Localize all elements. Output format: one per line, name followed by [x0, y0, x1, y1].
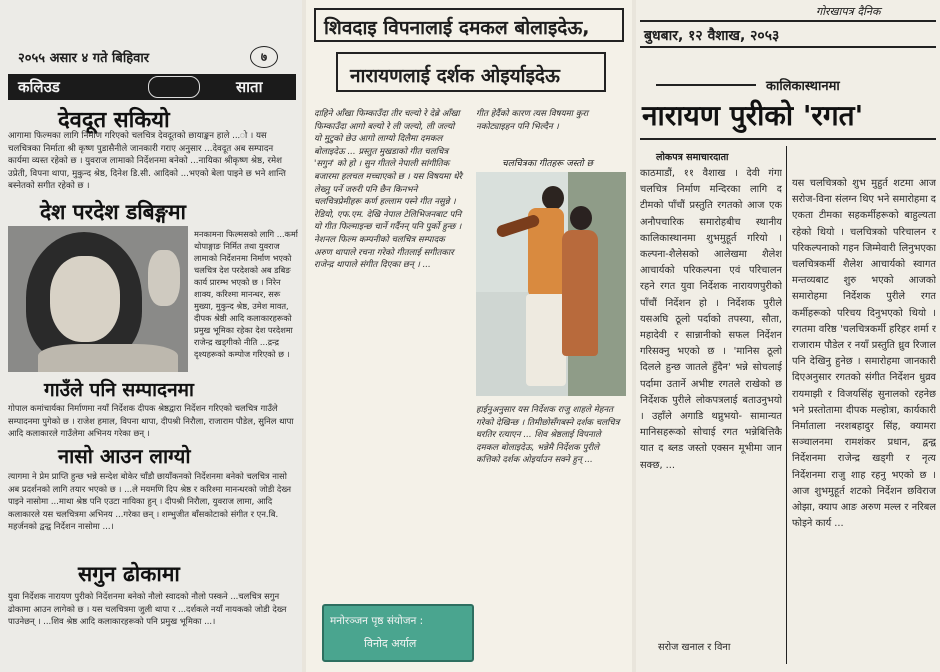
photo-hand: [148, 250, 180, 306]
photo-shoulder: [38, 344, 178, 372]
right-date: बुधबार, १२ वैशाख, २०५३: [644, 28, 780, 44]
middle-headline-2-box: [336, 52, 606, 92]
right-headline: नारायण पुरीको 'रगत': [642, 99, 864, 132]
article-naso: त्यागमा ने प्रेम प्राप्ति हुन्छ भन्ने सन्देश बोकेर चाँडौ छायाँकनको निर्देशनमा बनेको चलचित्र नासो अब प्रदर्शनको लागि तयार भएको छ । ...ले मयमणि दिप श्रेष्ठ र करिश्मा मानन्धरको जोडी देख्न पाइने नासोमा ...माथा श्रेष्ठ पनि एउटा नायिका हुन् । दीपश्री निरौला, युवराज लामा, आदि कलाकारले यस चलचित्रमा अभिनय ...गरेका छन् । शम्भुजीत बाँसकोटाको संगीत र एन.बि. महर्जनको द्वन्द्व निर्देशन नासोमा ...।: [8, 471, 291, 531]
kicker-rule: [656, 84, 756, 86]
photo-caption: चलचित्रका गीतहरू जस्तो छ: [502, 159, 593, 169]
credit-label: मनोरञ्जन पृष्ठ संयोजन :: [330, 615, 424, 627]
article-devdoot: आगामा फिल्मका लागि निर्माण गरिएको चलचित्र देवदूतको छायाङ्कन हाले ...ो । यस चलचित्रका निर्माता श्री कृष्ण पुडासैनीले जानकारी गराए अनुसार ...देवदूत अब सम्पादन कार्यमा व्यस्त रहेको छ । युवराज लामाको निर्देशनमा बनेको ...नायिका श्रीकृष्ण श्रेष्ठ, रमेश उप्रेती, विपना थापा, मुकुन्द श्रेष्ठ, दिनेश डि.सी. आदिको ...भएको बेला पाइने छ भने शान्ति बस्नेतको सगीत रहेको छ ।: [8, 131, 286, 191]
kicker: कालिकास्थानमा: [766, 79, 840, 94]
actress-photo: [8, 226, 188, 372]
headline-rule: [640, 138, 936, 140]
middle-column-2-bottom: हाईनुअनुसार यस निर्देशक राजु शाहले मेहनत गरेको देखिन्छ । तिमीछोसँगबस्ने दर्शक चलचित्र घरतिर रत्याएन ... शिव श्रेष्ठलाई विपनाले दमकल बोलाइदेऊ, भन्नेमै निर्देशक पुरीले कत्तिको दर्शक ओइर्याउन सक्ने हुन् ...: [476, 405, 620, 466]
headline-devdoot: देवदूत सकियो: [58, 108, 170, 133]
left-date-line: २०५५ असार ४ गते बिहिवार: [18, 51, 150, 66]
article-desh-pardesh: मनकामना फिल्मसको लागि ...कर्मा थोपाङ्गाङ निर्मित तथा युवराज लामाको निर्देशनमा निर्माण भएको चलचित्र देश परदेशको अब डबिङ कार्य प्रारम्भ भएको छ । निरेन शाक्य, करिश्मा मानन्धर, सरू मुख्या, मुकुन्द श्रेष्ठ, उमेश मावत, दीपक श्रेष्ठी आदि कलाकारहरूको प्रमुख भूमिका रहेका देश परदेशमा राजेन्द्र खड्गीको नीति ...द्रन्द्र दृश्यहरूको कम्पोज गरिएको छ ।: [194, 229, 298, 359]
credit-box: [322, 604, 474, 662]
photo-woman-dress: [562, 230, 598, 356]
masthead: गोरखापत्र दैनिक: [816, 5, 881, 18]
right-clipping: [636, 0, 940, 672]
masthead-rule-top: [640, 20, 936, 22]
page-number: ७: [260, 50, 268, 64]
photo-woman-head: [570, 206, 592, 230]
credit-name: विनोद अर्याल: [364, 637, 417, 650]
section-banner-emblem-icon: [148, 76, 200, 98]
left-clipping: [0, 0, 302, 672]
section-banner-right: साता: [236, 78, 263, 96]
section-banner-left: कलिउड: [18, 78, 60, 96]
right-column-1-tail: सरोज खनाल र विना: [658, 642, 731, 653]
headline-naso: नासो आउन लाग्यो: [58, 444, 191, 468]
right-column-2: यस चलचित्रको शुभ मुहुर्त शटमा आज सरोज-विना संलग्न थिए भने समारोहमा द एकता टीमका सहकर्मीहरूको बाहुल्यता रहेको थियो । चलचित्रको परिचालन र परिकल्पनाको गहन जिम्मेवारी लिनुभएका चलचित्रकर्मी शैलेश आचार्यको स्वागत मन्तव्यबाट शुरु भएको आजको समारोहमा निर्देशक पुरीले रगत कर्मीहरूको परिचय दिनुभएको थियो । रगतमा वरिष्ठ 'चलचित्रकर्मी हरिहर शर्मा र राजाराम पौडेल र नयाँ प्रस्तुति ध्रुव रिजाल पनि देखिनु हुनेछ । समारोहमा जानकारी दिएअनुसार रगतको संगीत निर्देशन धुव्रव रायमाझी र विजयसिंह सुनालको रहनेछ भने प्रस्तोतामा दीपक मल्होत्रा, कार्यकारी निर्माताला नरशबहादुर सिंह, क्यामरा सञ्चालनमा रामशंकर प्रधान, द्वन्द्व निर्देशनमा राजेन्द्र खड्गी र नृत्य निर्देशनमा राजु शाह रहनु भएको छ । आज शुभमुहूर्त शटको निर्देशन छविराज ओझा, क्याप आङ अरुण मल्ल र नरिबल फोइने कार्य ...: [792, 178, 936, 530]
column-divider: [786, 146, 787, 664]
headline-desh-pardesh: देश परदेश डबिङ्गमा: [40, 200, 186, 224]
page-number-badge: [250, 46, 278, 68]
middle-column-1: दाहिने आँखा फिम्काउँदा तीर चल्यो रे देब्रे आँखा फिम्काउँदा आगो बल्यो रे ली जल्यो, ली जल्यो यो मुटुको छेउ आगो लाग्यो दिलैमा दमकल बोलाइदेऊ ... प्रस्तुत मुखडाको गीत चलचित्र 'सगुन' को हो । सुन गीतले नेपाली सांगीतिक बजारमा हलचल मच्चाएको छ । यस विषयमा धेरै लेख्नु पर्ने जरुरी पनि छैन किनभने चलचित्रप्रेमीहरू कर्ण हल्लाम पस्ने गीत नसुन्ने । रेडियो, एफ.एम. देखि नेपाल टेलिभिजनबाट पनि यो गीत फिल्माइन्छ चार्ने गर्दैनन् पनि पुर्को हुन्छ । नेशनल फिल्म कम्पनीको चलचित्र सम्पादक अरुण थापाले रचना गरेको गीतलाई सगीतकार राजेन्द्र थापाले संगीत दिएका छन् । ...: [314, 109, 463, 271]
middle-headline-1: शिवदाइ विपनालाई दमकल बोलाइदेऊ,: [324, 17, 590, 39]
article-gaunle: गोपाल कमांचार्यका निर्माणमा नयाँ निर्देशक दीपक श्रेष्ठद्वारा निर्देशन गरिएको चलचित्र गाउँले सम्पादनमा पुगेको छ । राजेश हमाल, विपना थापा, दीपश्री निरौला, राजाराम पौडेल, सुनिल थापा आदि कलाकारले गाउँलेमा अभिनय गरेका छन् ।: [8, 403, 294, 438]
photo-man-legs: [526, 294, 566, 386]
couple-photo: [476, 172, 626, 396]
middle-column-2-top: गीत हेर्दैको कारण त्यस विषयमा कुरा नकोट्याइहन पनि भिल्दैन ।: [476, 109, 589, 132]
middle-headline-2: नारायणलाई दर्शक ओइर्याइदेऊ: [350, 65, 560, 87]
photo-face: [50, 256, 120, 342]
headline-gaunle: गाउँले पनि सम्पादनमा: [44, 379, 194, 401]
headline-sagun: सगुन ढोकामा: [78, 562, 180, 586]
photo-man-head: [542, 186, 564, 210]
middle-headline-1-box: [314, 8, 624, 42]
section-banner: [8, 74, 296, 100]
article-sagun: युवा निर्देशक नारायण पुरीको निर्देशनमा बनेको नौलो स्वादको नौलो पस्कने ...चलचित्र सगुन ढोकामा आउन लागेको छ । यस चलचित्रमा जुली थापा र ...दर्शकले नयाँ नायककाे जोडी देख्न पाउनेछन् । ...शिव श्रेष्ठ आदि कलाकारहरूको पनि प्रमुख भूमिका ...।: [8, 591, 287, 626]
middle-clipping: [306, 0, 632, 672]
byline: लोकपत्र समाचारदाता: [656, 152, 729, 163]
right-column-1: काठमाडौं, ११ वैशाख । देवी गंगा चलचित्र निर्माण मन्दिरका लागि द टीमको पाँचौं प्रस्तुति रगतको आज एक अनौपचारिक समारोहबीच स्थानीय कालिकास्थानमा शुभमुहूर्त गरियो । कल्पना-शैलेसको आलेखमा शैलेश आचार्यको परिकल्पना एवं परिचालन रहने रगत युवा निर्देशक नारायणपुरीको पाँचौं निर्देशन हो । निर्देशक पुरीले यसअघि ठूलो पर्दाको तपस्या, सौता, महादेवी र सान्नानीको सफल निर्देशन गरिसक्नु भएको छ । 'मानिस ठूलो दिलले हुन्छ जातले हुँदैन' भन्ने सोचलाई पर्दामा उतार्ने अभीष्ट रगतले राखेको छ निर्देशक पुरीले लोकपत्रलाई बताउनुभयो । उहाँले अगाडि थप्नुभयो- सामान्यत मानिसहरूको सोचाई रगत भन्नेबित्तिकै यात द ब्लड जस्तो एक्सन मूभीमा जान सक्छ, ...: [640, 168, 782, 471]
masthead-rule-bottom: [640, 46, 936, 48]
